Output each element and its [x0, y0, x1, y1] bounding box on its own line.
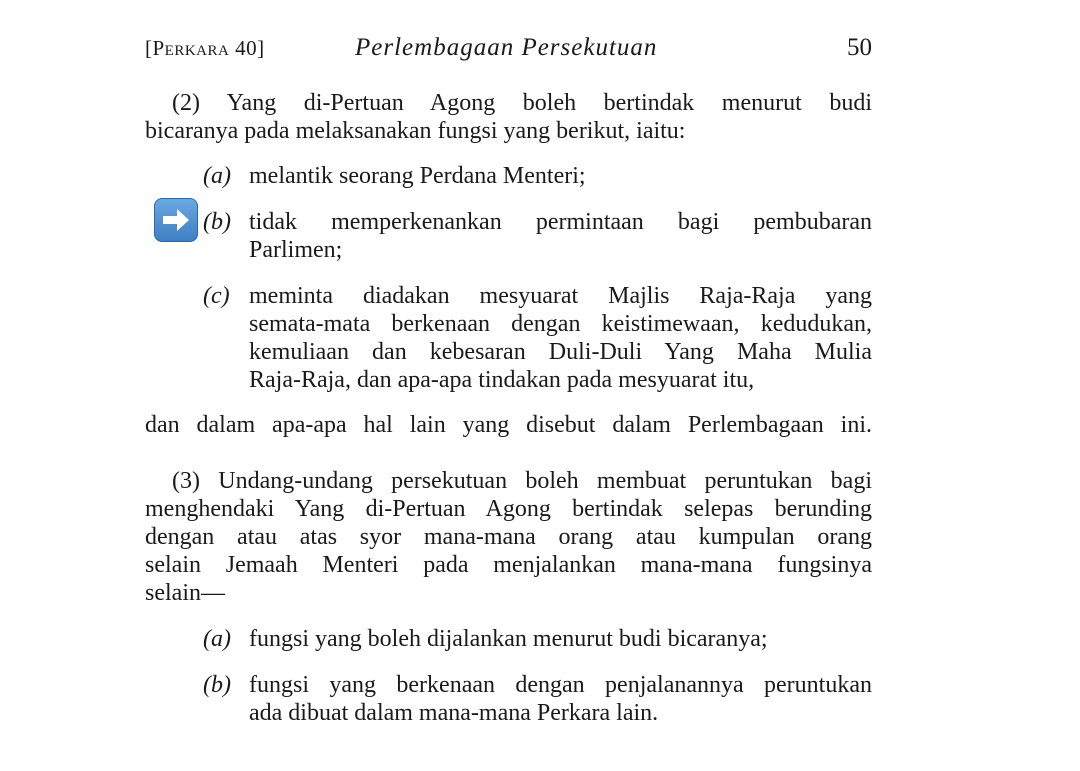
- article-reference: [145, 36, 265, 61]
- arrow-glyph: [155, 199, 197, 241]
- clause-2-line-2: bicaranya pada melaksanakan fungsi yang berikut, iaitu:: [145, 118, 686, 144]
- clause-3-line-1: (3) Undang-undang persekutuan boleh membuat peruntukan bagi: [172, 468, 872, 494]
- clause-2-item-b-line-2: Parlimen;: [249, 237, 343, 263]
- clause-2-item-c-line-4: Raja-Raja, dan apa-apa tindakan pada mesyuarat itu,: [249, 367, 755, 393]
- clause-2-closing: dan dalam apa-apa hal lain yang disebut dalam Perlembagaan ini.: [145, 412, 872, 438]
- clause-3-item-b-label: (b): [203, 672, 231, 698]
- clause-3-item-a-label: (a): [203, 626, 231, 652]
- clause-3-item-a-text: fungsi yang boleh dijalankan menurut budi bicaranya;: [249, 626, 768, 652]
- clause-3-line-4: selain Jemaah Menteri pada menjalankan mana-mana fungsinya: [145, 552, 872, 578]
- article-word: Perkara: [152, 36, 230, 60]
- clause-2-item-b-label: (b): [203, 209, 231, 235]
- document-title: Perlembagaan Persekutuan: [355, 34, 658, 61]
- page-number: 50: [847, 34, 872, 61]
- clause-3-line-3: dengan atau atas syor mana-mana orang atau kumpulan orang: [145, 524, 872, 550]
- clause-3-item-b-line-1: fungsi yang berkenaan dengan penjalanannya peruntukan: [249, 672, 872, 698]
- clause-2-item-a-label: (a): [203, 163, 231, 189]
- clause-2-item-b-line-1: tidak memperkenankan permintaan bagi pembubaran: [249, 209, 872, 235]
- clause-3-line-5: selain—: [145, 580, 225, 606]
- page-header: [145, 34, 872, 68]
- right-arrow-icon[interactable]: [154, 198, 198, 242]
- clause-2-item-c-line-1: meminta diadakan mesyuarat Majlis Raja-Raja yang: [249, 283, 872, 309]
- clause-2-item-a-text: melantik seorang Perdana Menteri;: [249, 163, 586, 189]
- article-number: 40]: [235, 36, 265, 60]
- clause-2-item-c-line-3: kemuliaan dan kebesaran Duli-Duli Yang Maha Mulia: [249, 339, 872, 365]
- clause-2-line-1: (2) Yang di-Pertuan Agong boleh bertindak menurut budi: [172, 90, 872, 116]
- article-bracket: [: [145, 36, 153, 60]
- clause-3-item-b-line-2: ada dibuat dalam mana-mana Perkara lain.: [249, 700, 659, 726]
- clause-2-item-c-label: (c): [203, 283, 230, 309]
- clause-3-line-2: menghendaki Yang di-Pertuan Agong bertindak selepas berunding: [145, 496, 872, 522]
- clause-2-item-c-line-2: semata-mata berkenaan dengan keistimewaan, kedudukan,: [249, 311, 872, 337]
